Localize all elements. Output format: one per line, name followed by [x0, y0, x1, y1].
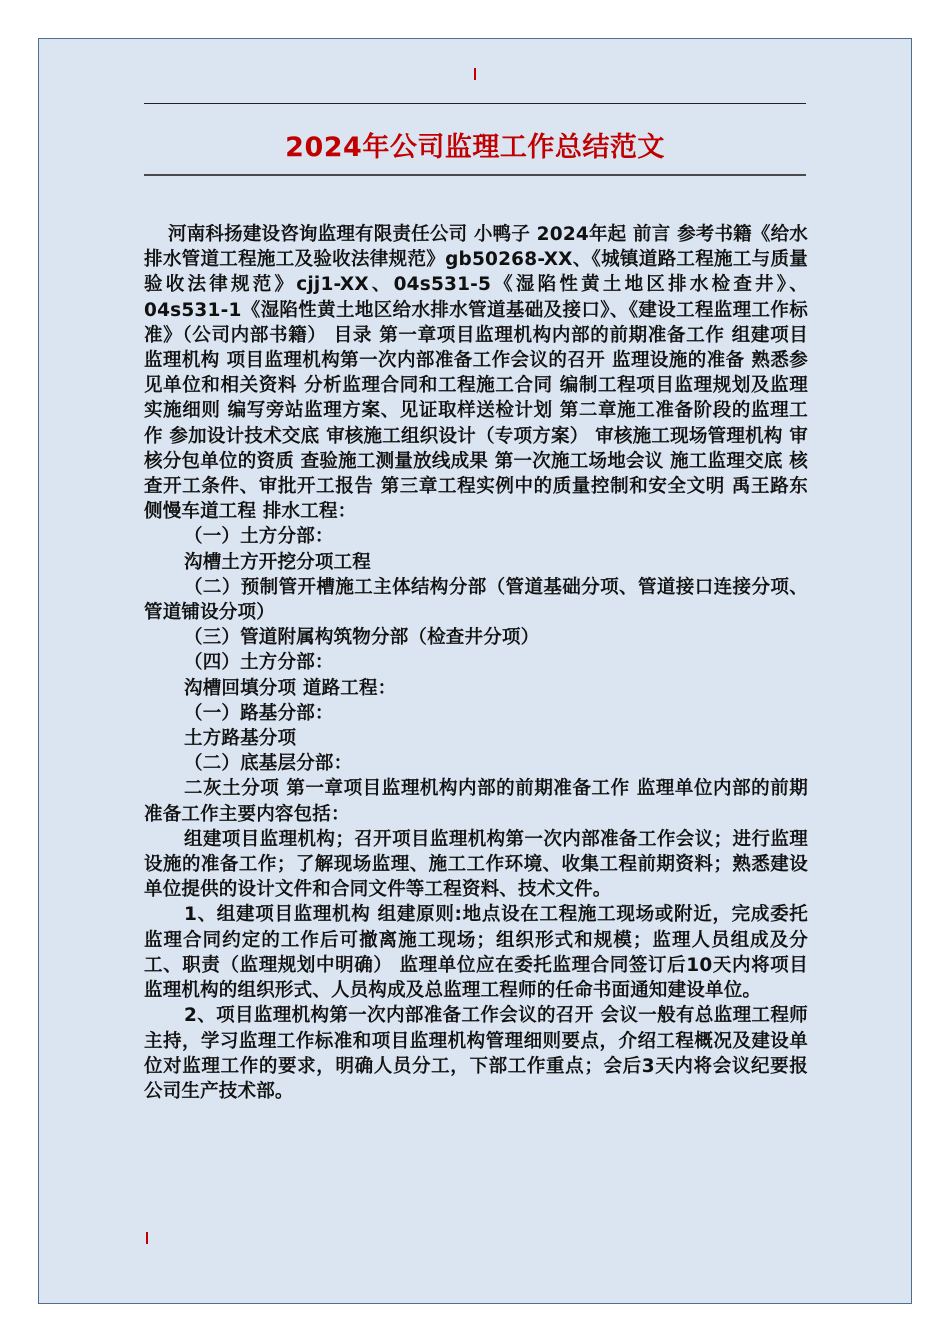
header-rule	[144, 103, 806, 104]
document-body	[144, 222, 808, 1104]
paragraph-section-2: 2、项目监理机构第一次内部准备工作会议的召开 会议一般有总监理工程师主持，学习监理工作标准和项目监理机构管理细则要点，介绍工程概况及建设单位对监理工作的要求，明确人员分工，下部工作重点；会后3天内将会议纪要报公司生产技术部。	[144, 1005, 808, 1102]
paragraph-pipe-structure: （二）预制管开槽施工主体结构分部（管道基础分项、管道接口连接分项、管道铺设分项）	[144, 576, 808, 624]
paragraph-earthwork-4: （四）土方分部：	[184, 652, 334, 674]
paragraph-subbase: （二）底基层分部：	[184, 753, 353, 775]
paragraph-intro: 河南科扬建设咨询监理有限责任公司 小鸭子 2024年起 前言 参考书籍《给水排水管道工程施工及验收法律规范》gb50268-XX、《城镇道路工程施工与质量验收法律规范》cjj1-XX、04s531-5《湿陷性黄土地区排水检查井》、04s531-1《湿陷性黄土地区给水排水管道基础及接口》、《建设工程监理工作标准》（公司内部书籍） 目录 第一章项目监理机构内部的前期准备工作 组建项目监理机构 项目监理机构第一次内部准备工作会议的召开 监理设施的准备 熟悉参见单位和相关资料 分析监理合同和工程施工合同 编制工程项目监理规划及监理实施细则 编写旁站监理方案、见证取样送检计划 第二章施工准备阶段的监理工作 参加设计技术交底 审核施工组织设计（专项方案） 审核施工现场管理机构 审核分包单位的资质 查验施工测量放线成果 第一次施工场地会议 施工监理交底 核查开工条件、审批开工报告 第三章工程实例中的质量控制和安全文明 禹王路东侧慢车道工程 排水工程：	[144, 224, 808, 523]
document-title: 2024年公司监理工作总结范文	[285, 132, 665, 163]
paragraph-earth-subgrade: 土方路基分项	[184, 728, 297, 750]
paragraph-prep-summary: 组建项目监理机构；召开项目监理机构第一次内部准备工作会议；进行监理设施的准备工作；了解现场监理、施工工作环境、收集工程前期资料；熟悉建设单位提供的设计文件和合同文件等工程资料、技术文件。	[144, 828, 808, 901]
paragraph-lime-soil: 二灰土分项 第一章项目监理机构内部的前期准备工作 监理单位内部的前期准备工作主要内容包括：	[144, 778, 808, 825]
paragraph-pipe-accessory: （三）管道附属构筑物分部（检查井分项）	[184, 627, 540, 649]
paragraph-earthwork-1: （一）土方分部：	[184, 526, 334, 548]
paragraph-subgrade: （一）路基分部：	[184, 702, 334, 724]
paragraph-section-1: 1、组建项目监理机构 组建原则:地点设在工程施工现场或附近，完成委托监理合同约定的工作后可撤离施工现场；组织形式和规模；监理人员组成及分工、职责（监理规划中明确） 监理单位应在委托监理合同签订后10天内将项目监理机构的组织形式、人员构成及总监理工程师的任命书面通知建设单位。	[144, 904, 808, 1002]
header-mark	[474, 68, 476, 80]
paragraph-trench-backfill: 沟槽回填分项 道路工程：	[184, 677, 397, 699]
footer-mark	[146, 1232, 148, 1244]
paragraph-trench-excavation: 沟槽土方开挖分项工程	[184, 551, 372, 573]
title-rule	[144, 174, 806, 176]
